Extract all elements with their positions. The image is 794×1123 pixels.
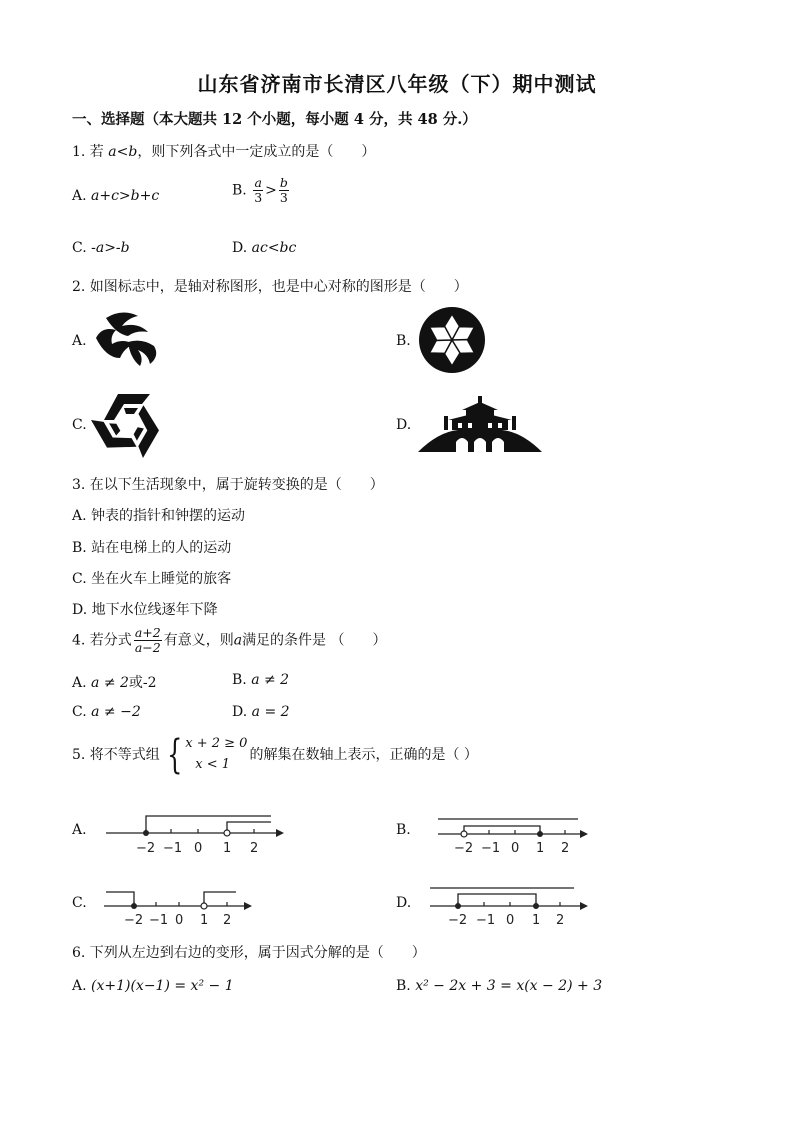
svg-text:2: 2 [556, 913, 565, 928]
question-5-option-c-label: C. [72, 895, 87, 911]
number-line-a [106, 810, 286, 858]
question-3-option-c: C. 坐在火车上睡觉的旅客 [72, 571, 232, 587]
svg-text:1: 1 [532, 913, 541, 928]
question-1-option-c: C. -a>-b [72, 240, 130, 256]
section-heading: 一、选择题（本大题共 12 个小题，每小题 4 分，共 48 分.） [72, 111, 477, 128]
number-line-d [430, 882, 590, 930]
svg-text:0: 0 [194, 841, 203, 856]
svg-text:0: 0 [511, 841, 520, 856]
fraction: $\frac{a+2}{a-2}$ [134, 625, 161, 655]
svg-text:1: 1 [536, 841, 545, 856]
svg-text:0: 0 [175, 913, 184, 928]
question-1-stem: 1. 若 a<b，则下列各式中一定成立的是（ ） [72, 144, 376, 160]
question-1-option-b: B. $\frac{a}{3}$ > $\frac{b}{3}$ [232, 175, 288, 205]
question-4-option-c: C. a ≠ −2 [72, 704, 141, 720]
svg-text:1: 1 [223, 841, 232, 856]
question-2-option-b-label: B. [396, 333, 411, 349]
svg-text:2: 2 [561, 841, 570, 856]
svg-text:2: 2 [250, 841, 259, 856]
number-line-b [438, 812, 590, 858]
page-title: 山东省济南市长清区八年级（下）期中测试 [197, 72, 597, 96]
hexagon-rotation-logo-icon [92, 392, 164, 456]
question-5-option-a-label: A. [72, 822, 87, 838]
svg-text:1: 1 [200, 913, 209, 928]
number-line-c [104, 886, 254, 930]
svg-text:−2: −2 [124, 913, 144, 928]
svg-text:−2: −2 [448, 913, 468, 928]
question-4-stem: 4. 若分式 $\frac{a+2}{a-2}$ 有意义，则a满足的条件是 （ ） [72, 625, 387, 655]
star-circle-logo-icon [418, 306, 486, 374]
question-6-stem: 6. 下列从左边到右边的变形，属于因式分解的是（ ） [72, 945, 426, 961]
question-4-option-d: D. a = 2 [232, 704, 290, 720]
question-1-option-d: D. ac<bc [232, 240, 297, 256]
svg-text:−1: −1 [481, 841, 501, 856]
question-2-stem: 2. 如图标志中，是轴对称图形，也是中心对称的图形是（ ） [72, 279, 468, 295]
question-3-option-a: A. 钟表的指针和钟摆的运动 [72, 508, 246, 524]
question-2-option-c-label: C. [72, 417, 87, 433]
question-5-option-b-label: B. [396, 822, 411, 838]
svg-text:−1: −1 [163, 841, 183, 856]
svg-text:−1: −1 [476, 913, 496, 928]
question-6-option-b: B. x² − 2x + 3 = x(x − 2) + 3 [396, 978, 603, 994]
question-4-option-b: B. a ≠ 2 [232, 672, 290, 688]
question-6-option-a: A. (x+1)(x−1) = x² − 1 [72, 978, 234, 994]
question-5-stem: 5. 将不等式组 { x + 2 ≥ 0 x < 1 的解集在数轴上表示，正确的是（ ） [72, 731, 478, 778]
question-3-stem: 3. 在以下生活现象中，属于旋转变换的是（ ） [72, 477, 384, 493]
question-2-option-d-label: D. [396, 417, 412, 433]
svg-text:0: 0 [506, 913, 515, 928]
svg-text:−2: −2 [454, 841, 474, 856]
question-1-option-a: A. a+c>b+c [72, 188, 160, 204]
question-5-option-d-label: D. [396, 895, 412, 911]
inequality-system: { x + 2 ≥ 0 x < 1 [166, 731, 248, 778]
pavilion-bridge-logo-icon [418, 396, 542, 454]
question-4-option-a: A. a ≠ 2或-2 [72, 675, 157, 691]
svg-text:−2: −2 [136, 841, 156, 856]
svg-text:2: 2 [223, 913, 232, 928]
svg-text:−1: −1 [149, 913, 169, 928]
question-3-option-d: D. 地下水位线逐年下降 [72, 602, 218, 618]
question-3-option-b: B. 站在电梯上的人的运动 [72, 540, 232, 556]
swirl-logo-icon [92, 308, 164, 370]
question-2-option-a-label: A. [72, 333, 87, 349]
